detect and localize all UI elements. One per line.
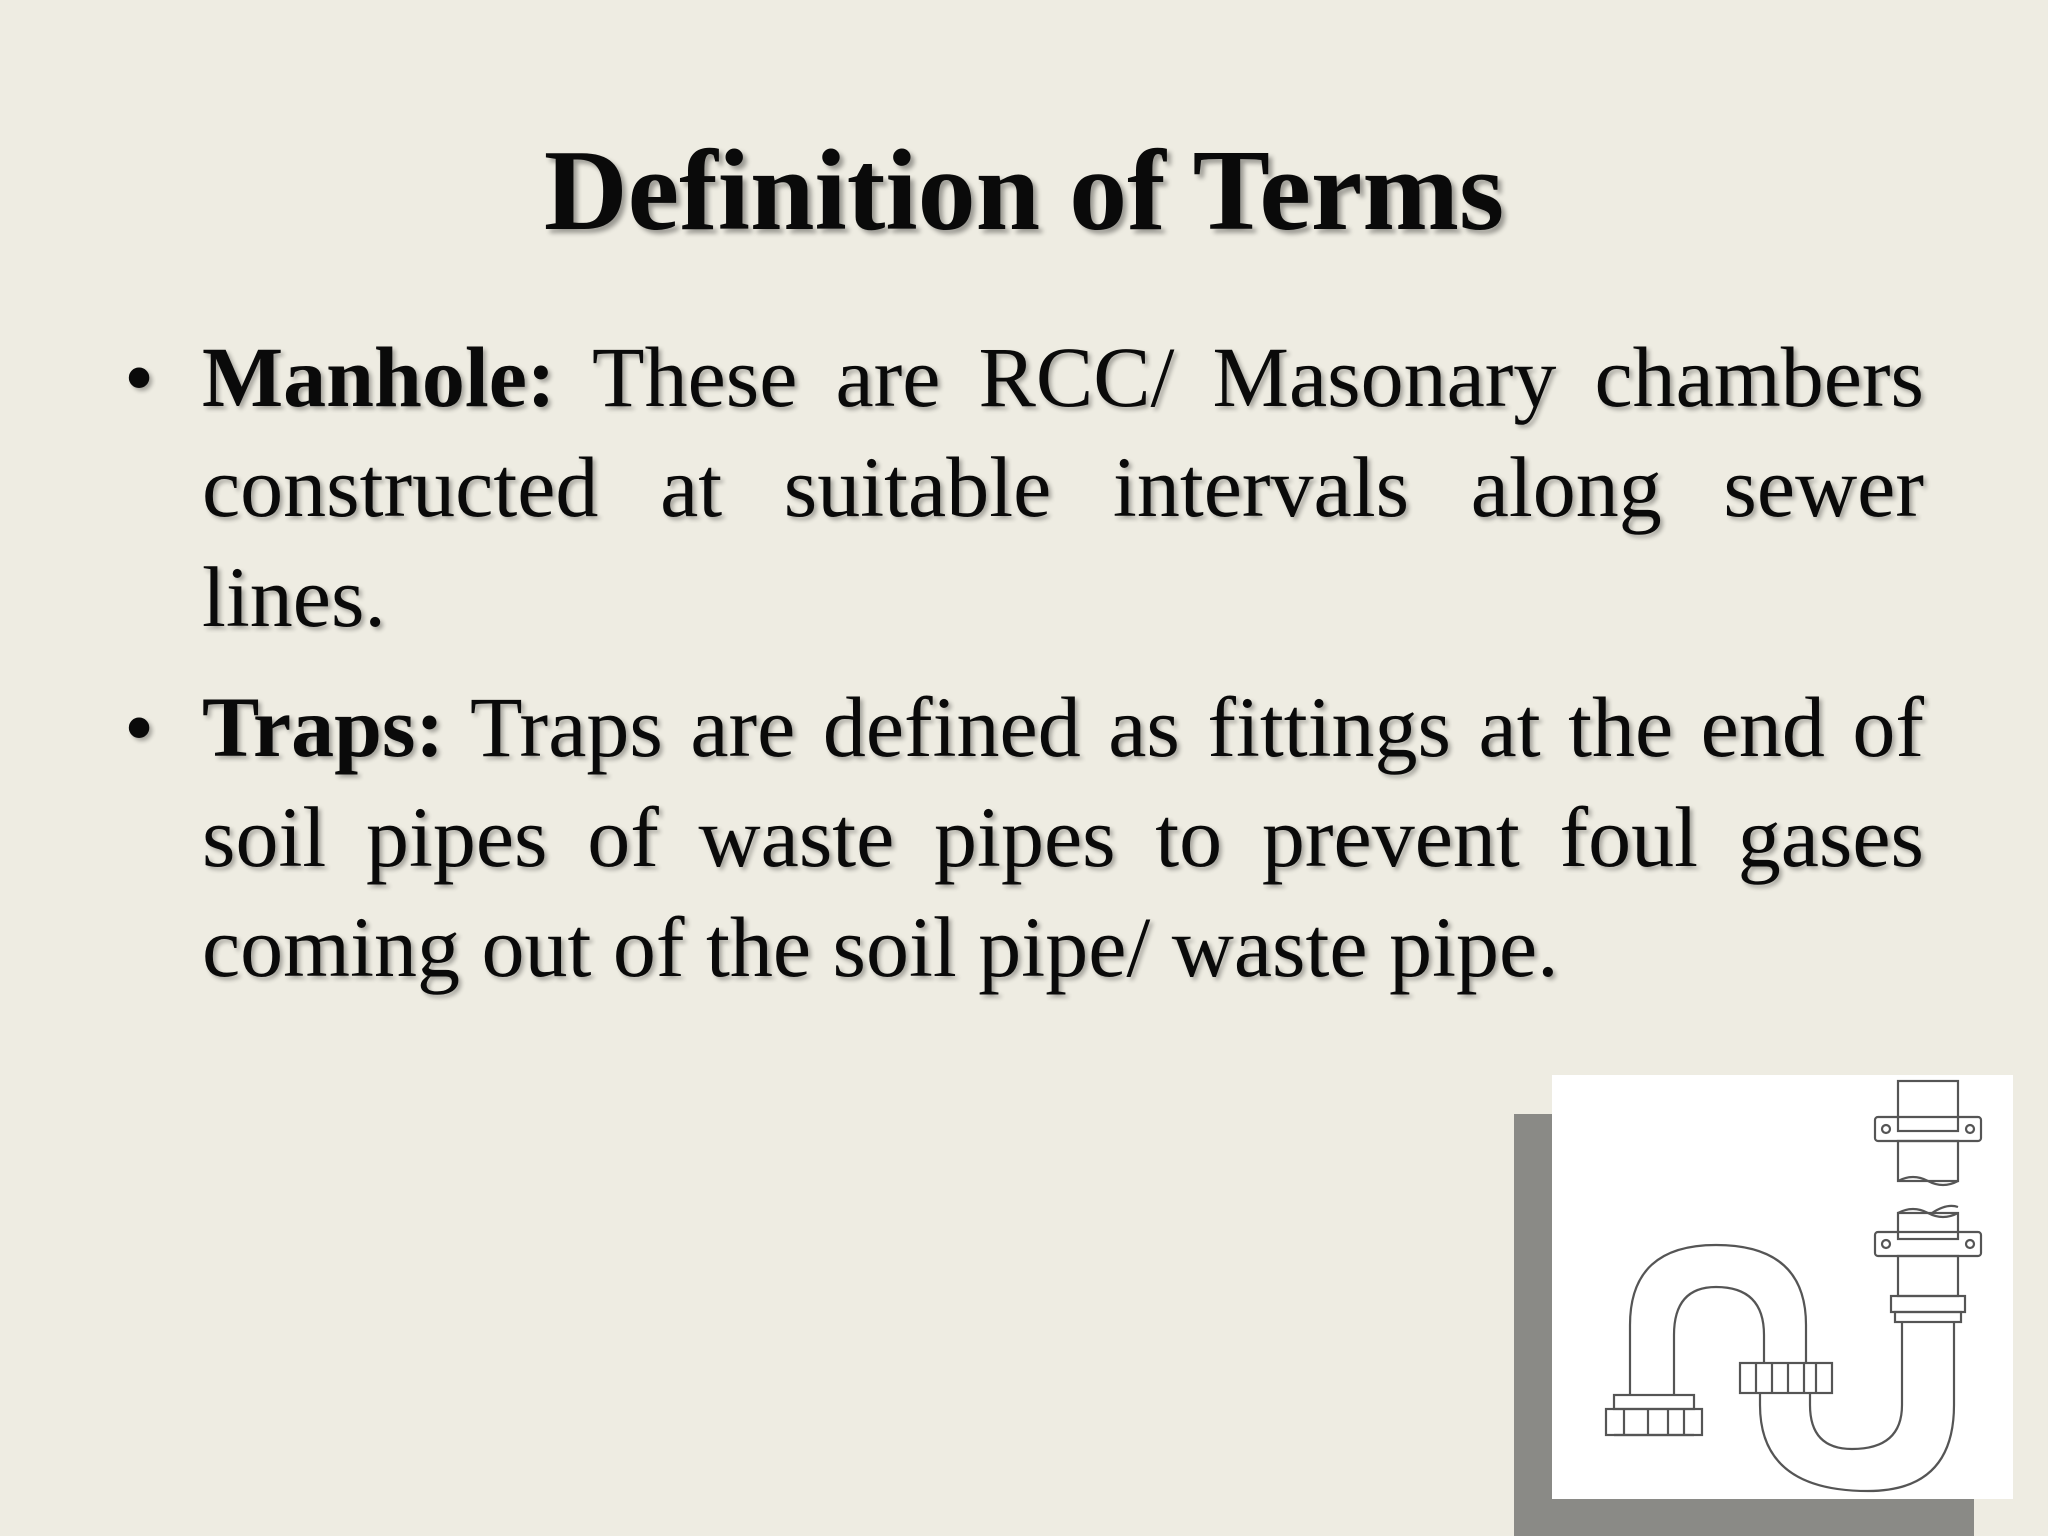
bullet-item-manhole <box>124 322 1924 652</box>
p-trap-figure <box>1552 1075 2013 1499</box>
bullet-dot-icon: • <box>124 329 155 425</box>
p-trap-pipe-diagram-icon <box>1552 1075 2013 1499</box>
term-manhole: Manhole: <box>202 329 556 425</box>
bullet-dot-icon: • <box>124 679 155 775</box>
slide-title: Definition of Terms <box>543 127 1505 255</box>
bullet-item-traps <box>124 672 1924 1002</box>
bullet-list <box>124 322 1924 1022</box>
definition-traps: Traps are defined as fittings at the end of soil pipes of waste pipes to prevent foul gases coming out of the soil pipe/ waste pipe. <box>202 679 1924 995</box>
term-traps: Traps: <box>202 679 445 775</box>
definition-manhole: These are RCC/ Masonary chambers constructed at suitable intervals along sewer lines. <box>202 329 1924 645</box>
